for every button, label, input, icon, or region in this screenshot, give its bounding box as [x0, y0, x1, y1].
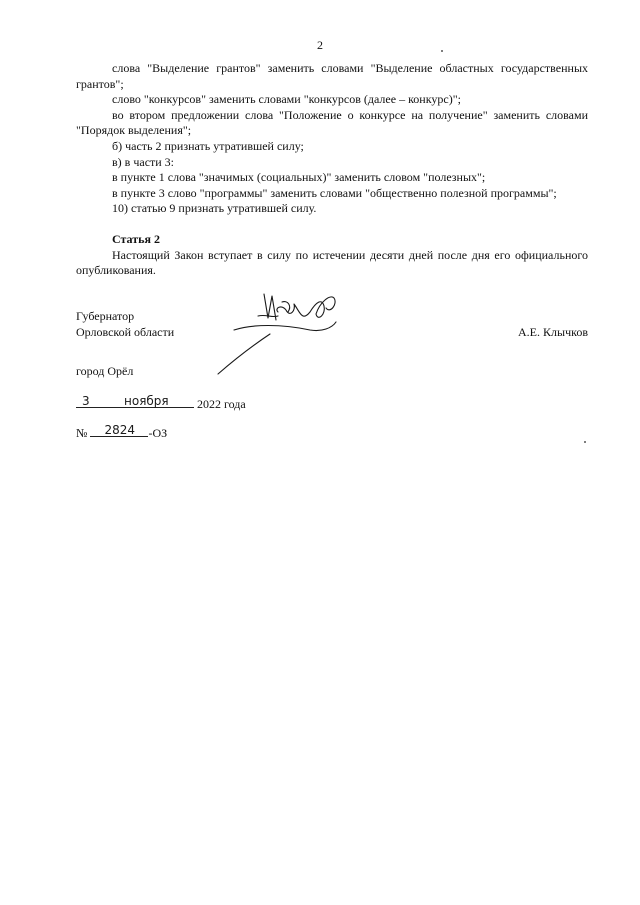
article-title: Статья 2: [112, 231, 160, 246]
handwritten-signature-icon: [212, 288, 352, 378]
paragraph-8: 10) статью 9 признать утратившей силу.: [112, 201, 317, 216]
law-amendments-text: [76, 61, 588, 279]
paragraph-4: б) часть 2 признать утратившей силу;: [112, 138, 304, 153]
date-month-blank: [114, 393, 194, 408]
date-year: 2022 года: [197, 397, 246, 411]
paragraph-2: слово "конкурсов" заменить словами "конкурсов (далее – конкурс)";: [112, 92, 461, 107]
date-day: 3: [82, 394, 90, 408]
law-number: [76, 422, 167, 441]
signatory-name: А.Е. Клычков: [518, 325, 588, 339]
signing-date: [76, 393, 246, 412]
paragraph-6: в пункте 1 слова "значимых (социальных)" заменить словом "полезных";: [112, 170, 486, 185]
paragraph-5: в) в части 3:: [112, 154, 175, 169]
number-value: 2824: [104, 423, 135, 437]
paragraph-7: в пункте 3 слово "программы" заменить словами "общественно полезной программы";: [112, 185, 557, 200]
city-name: город Орёл: [76, 364, 134, 378]
article-text: Настоящий Закон вступает в силу по истечении десяти дней после дня его официального опубликования.: [76, 247, 588, 278]
scan-speck: [584, 441, 586, 443]
paragraph-3: во втором предложении слова "Положение о конкурсе на получение" заменить словами "Порядок выделения";: [76, 107, 588, 138]
date-day-blank: [76, 393, 114, 408]
signatory-position: [76, 309, 174, 340]
number-suffix: -ОЗ: [148, 426, 168, 440]
number-sign: №: [76, 426, 88, 440]
date-month: ноября: [124, 394, 169, 408]
signatory-position-line1: Губернатор: [76, 309, 135, 323]
scan-speck: [441, 50, 443, 52]
page-number: 2: [317, 38, 323, 52]
paragraph-1: слова "Выделение грантов" заменить словами "Выделение областных государственных грантов";: [76, 61, 588, 91]
number-blank: [90, 422, 148, 437]
signatory-position-line2: Орловской области: [76, 324, 175, 339]
